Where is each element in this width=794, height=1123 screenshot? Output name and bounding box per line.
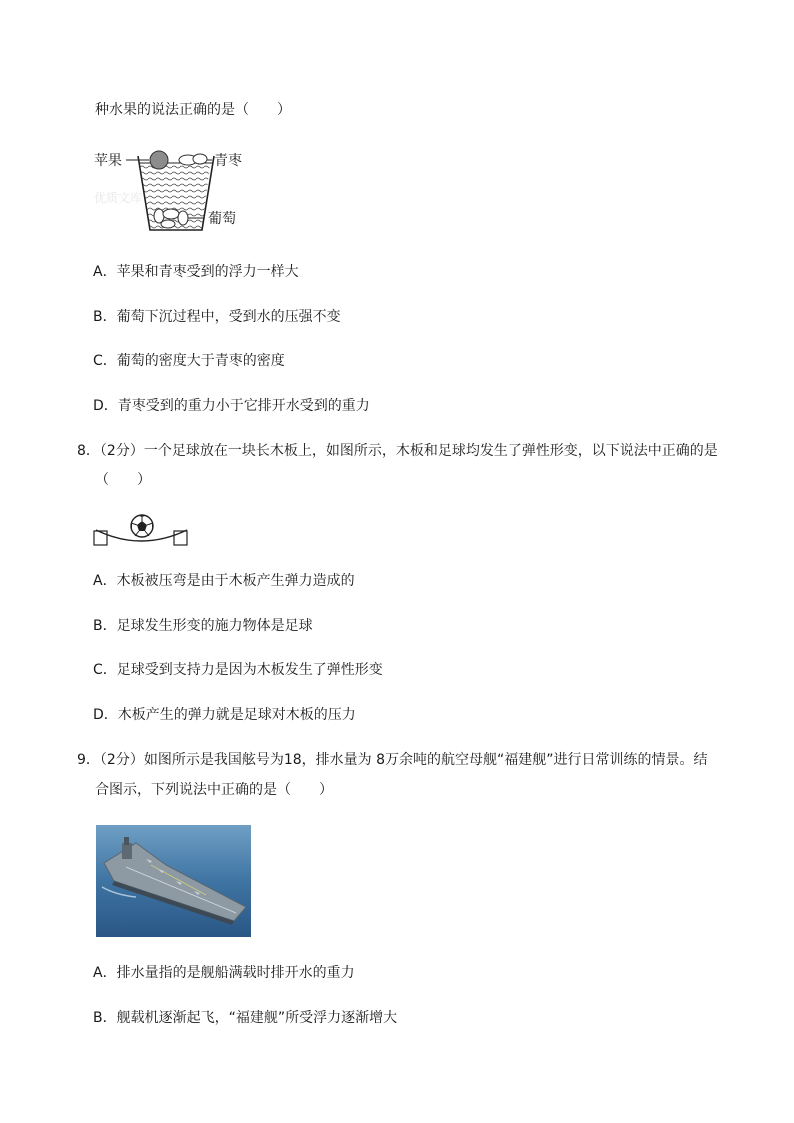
q8-stem-line2: （ ） [95,472,151,488]
q8-option-b[interactable]: B．足球发生形变的施力物体是足球 [93,618,313,634]
label-jujube: 青枣 [214,153,242,169]
q7-fruit-figure [92,146,282,238]
grape [178,211,188,225]
aircraft-carrier-photo [96,825,251,937]
q8-option-c[interactable]: C．足球受到支持力是因为木板发生了弹性形变 [93,662,383,678]
q7-option-c[interactable]: C．葡萄的密度大于青枣的密度 [93,353,285,369]
q9-stem-line2: 合图示，下列说法中正确的是（ ） [95,782,333,798]
grape [163,209,179,219]
carrier-island [122,843,132,859]
q7-option-b[interactable]: B．葡萄下沉过程中，受到水的压强不变 [93,309,341,325]
q9-option-a[interactable]: A．排水量指的是舰船满载时排开水的重力 [93,965,355,981]
q8-option-a[interactable]: A．木板被压弯是由于木板产生弹力造成的 [93,573,355,589]
watermark: 优质文库 [94,191,143,205]
label-apple: 苹果 [94,153,122,169]
q9-option-b[interactable]: B．舰载机逐渐起飞，“福建舰”所受浮力逐渐增大 [93,1010,398,1026]
left-support [94,531,107,545]
q7-option-a[interactable]: A．苹果和青枣受到的浮力一样大 [93,264,299,280]
q9-stem-line1: 9．（2分）如图所示是我国舷号为18，排水量为 8万余吨的航空母舰“福建舰”进行日常训练的情景。结 [77,752,708,768]
q8-stem-line1: 8．（2分）一个足球放在一块长木板上，如图所示，木板和足球均发生了弹性形变，以下说法中正确的是 [77,443,718,459]
grape [161,220,175,228]
jujube [193,154,207,164]
q7-option-d[interactable]: D．青枣受到的重力小于它排开水受到的重力 [93,398,370,414]
label-grape: 葡萄 [208,211,236,227]
q8-football-board-figure [92,512,194,548]
water-fill [140,164,210,230]
q8-option-d[interactable]: D．木板产生的弹力就是足球对木板的压力 [93,707,356,723]
football [131,515,153,537]
apple [150,151,168,169]
grape [154,209,164,223]
q7-stem-tail: 种水果的说法正确的是（ ） [95,102,291,118]
